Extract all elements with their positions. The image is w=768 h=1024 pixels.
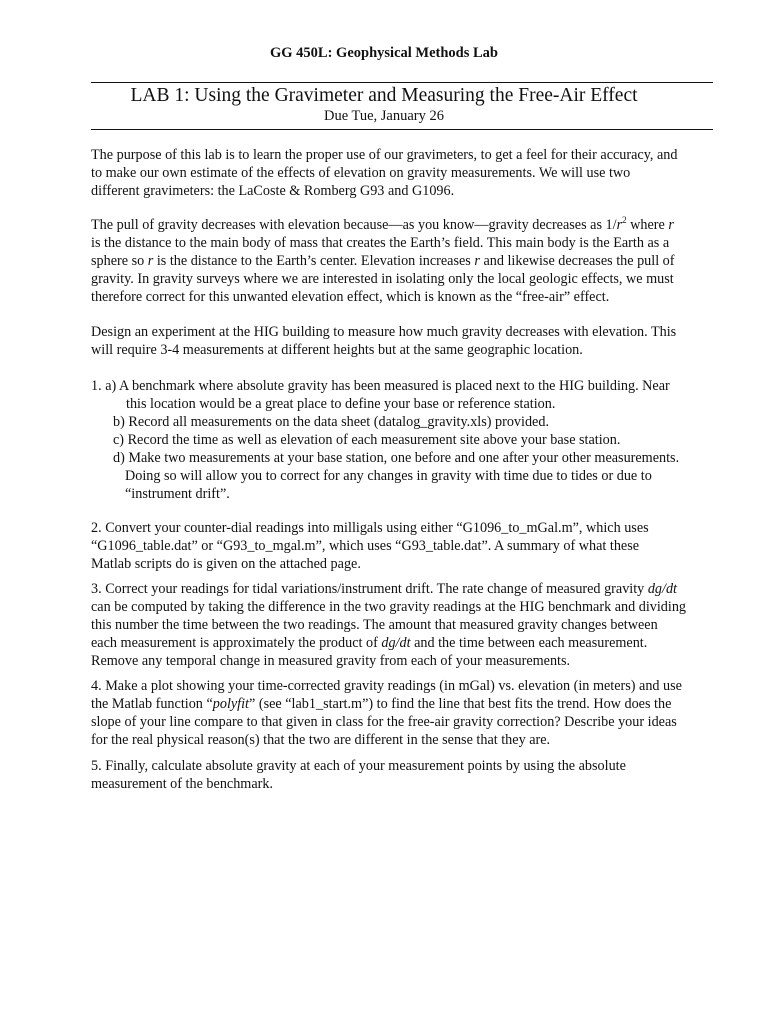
text-line: gravity. In gravity surveys where we are interested in isolating only the local geologic effects, we must: [91, 271, 674, 287]
title-rule-bottom: [91, 129, 713, 130]
text-line: The pull of gravity decreases with elevation because—as you know—gravity decreases as $1/r^2$ where r: [91, 215, 674, 233]
text-line: Remove any temporal change in measured gravity from each of your measurements.: [91, 653, 571, 669]
text-line: d) Make two measurements at your base station, one before and one after your other measurements.: [113, 450, 680, 466]
text-line: can be computed by taking the difference in the two gravity readings at the HIG benchmark and dividing: [91, 599, 687, 615]
text-line: measurement of the benchmark.: [91, 776, 273, 792]
text-line: will require 3-4 measurements at different heights but at the same geographic location.: [91, 342, 583, 358]
text-line: different gravimeters: the LaCoste & Romberg G93 and G1096.: [91, 183, 455, 199]
text-line: Matlab scripts do is given on the attached page.: [91, 556, 361, 572]
text-line: this location would be a great place to define your base or reference station.: [126, 396, 556, 412]
text-line: therefore correct for this unwanted elevation effect, which is known as the “free-air” effect.: [91, 289, 610, 305]
course-title: GG 450L: Geophysical Methods Lab: [270, 45, 498, 61]
gravity-pull-paragraph: [91, 216, 726, 306]
text-line: “instrument drift”.: [125, 486, 230, 502]
instruction-item-3: [91, 580, 726, 670]
text-line: b) Record all measurements on the data sheet (datalog_gravity.xls) provided.: [113, 414, 549, 430]
due-date: Due Tue, January 26: [323, 108, 445, 124]
text-line: for the real physical reason(s) that the two are different in the sense that they are.: [91, 732, 551, 748]
instruction-item-2: [91, 519, 726, 573]
text-line: is the distance to the main body of mass that creates the Earth’s field. This main body is the Earth as a: [91, 235, 670, 251]
text-line: each measurement is approximately the product of dg/dt and the time between each measurement.: [91, 635, 648, 651]
lab-title: LAB 1: Using the Gravimeter and Measuring the Free-Air Effect: [130, 85, 638, 106]
instruction-item-5: [91, 757, 726, 793]
design-paragraph: [91, 323, 726, 359]
text-line: Design an experiment at the HIG building to measure how much gravity decreases with elevation. This: [91, 324, 677, 340]
instruction-item-4: [91, 677, 726, 749]
title-rule-top: [91, 82, 713, 83]
text-line: sphere so r is the distance to the Earth’s center. Elevation increases r and likewise decreases the pull of: [91, 253, 675, 269]
text-line: c) Record the time as well as elevation of each measurement site above your base station.: [113, 432, 621, 448]
text-line: 1. a) A benchmark where absolute gravity has been measured is placed next to the HIG building. Near: [91, 378, 670, 394]
text-line: the Matlab function “polyfit” (see “lab1_start.m”) to find the line that best fits the trend. How does the: [91, 696, 672, 712]
text-line: Doing so will allow you to correct for any changes in gravity with time due to tides or due to: [125, 468, 652, 484]
text-line: 2. Convert your counter-dial readings into milligals using either “G1096_to_mGal.m”, which uses: [91, 520, 649, 536]
instruction-item-1: [91, 377, 726, 503]
text-line: The purpose of this lab is to learn the proper use of our gravimeters, to get a feel for their accuracy, and: [91, 147, 678, 163]
text-line: to make our own estimate of the effects of elevation on gravity measurements. We will use two: [91, 165, 631, 181]
text-line: this number the time between the two readings. The amount that measured gravity changes between: [91, 617, 658, 633]
text-line: 3. Correct your readings for tidal variations/instrument drift. The rate change of measured gravity dg/dt: [91, 581, 677, 597]
text-line: slope of your line compare to that given in class for the free-air gravity correction? Describe your ideas: [91, 714, 677, 730]
purpose-paragraph: [91, 146, 726, 200]
text-line: 5. Finally, calculate absolute gravity at each of your measurement points by using the absolute: [91, 758, 626, 774]
text-line: “G1096_table.dat” or “G93_to_mgal.m”, which uses “G93_table.dat”. A summary of what these: [91, 538, 640, 554]
text-line: 4. Make a plot showing your time-corrected gravity readings (in mGal) vs. elevation (in meters) and use: [91, 678, 682, 694]
